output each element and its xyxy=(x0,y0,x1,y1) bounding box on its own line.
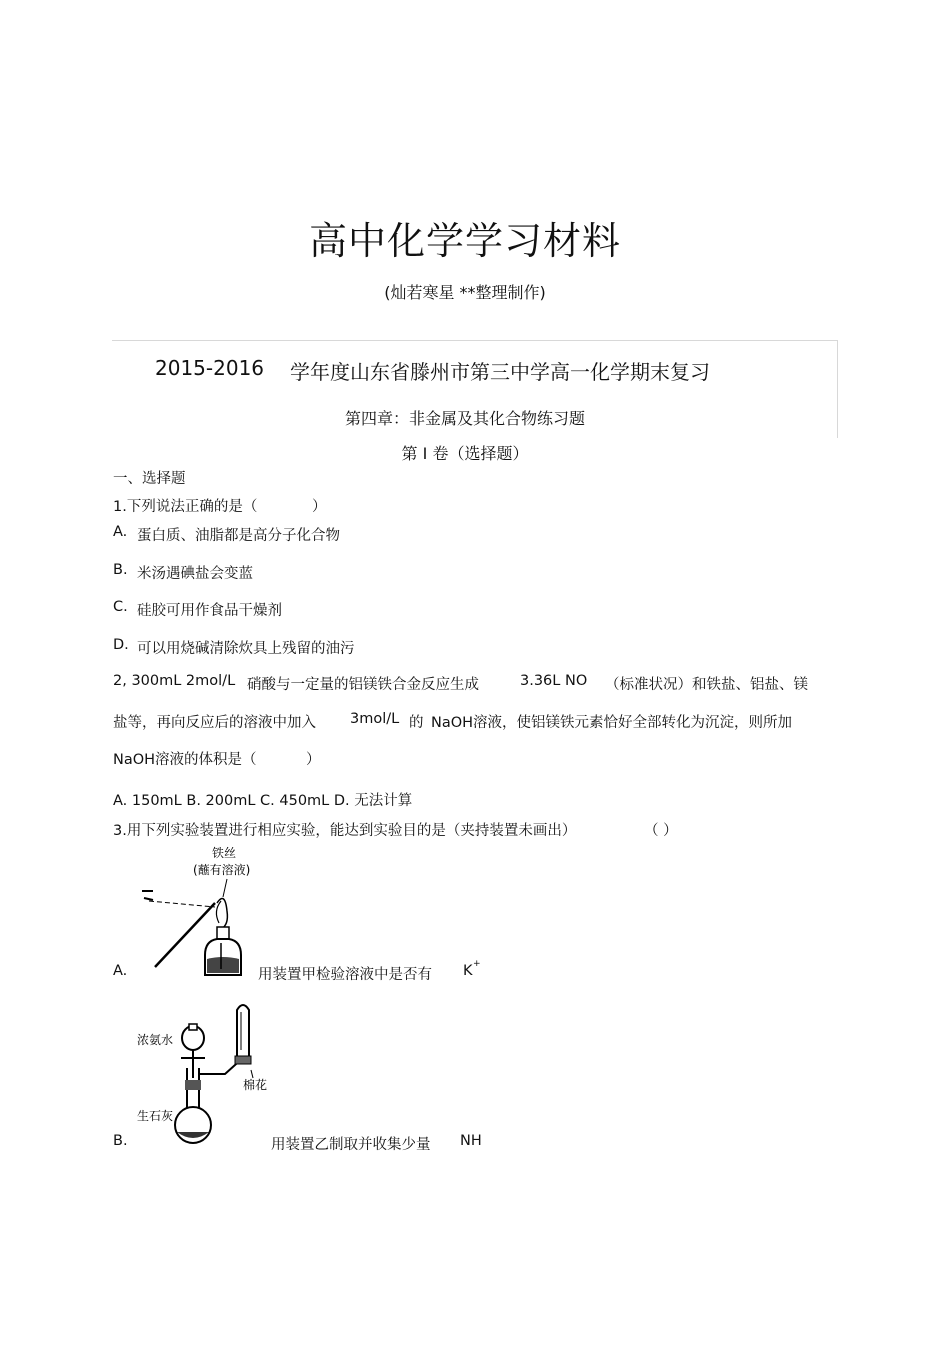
q3-option-b-key: B. xyxy=(113,1133,128,1149)
q2-line1-b: 硝酸与一定量的铝镁铁合金反应生成 xyxy=(247,677,479,693)
q3-option-b-gas: NH xyxy=(460,1133,482,1149)
q2-line2-a: 盐等，再向反应后的溶液中加入 xyxy=(113,715,316,731)
chapter-title: 第四章：非金属及其化合物练习题 xyxy=(344,409,585,428)
document-subtitle: (灿若寒星 **整理制作) xyxy=(384,283,546,302)
q2-line1-d: （标准状况）和铁盐、铝盐、镁 xyxy=(605,677,808,693)
q2-options: A. 150mL B. 200mL C. 450mL D. 无法计算 xyxy=(113,793,413,809)
q1-option-d: 可以用烧碱清除炊具上残留的油污 xyxy=(137,641,355,657)
q2-line2-c: 的 xyxy=(409,715,424,731)
q1-option-a: 蛋白质、油脂都是高分子化合物 xyxy=(137,528,340,544)
q3-option-b: 用装置乙制取并收集少量 xyxy=(271,1137,431,1153)
divider-top xyxy=(112,340,838,341)
q3-option-a: 用装置甲检验溶液中是否有 xyxy=(258,967,432,983)
exam-heading-year: 2015-2016 xyxy=(155,356,265,380)
q1-option-b: 米汤遇碘盐会变蓝 xyxy=(137,566,253,582)
q1-option-d-key: D. xyxy=(113,637,129,653)
q3-option-a-charge: + xyxy=(473,959,481,969)
q1-option-a-key: A. xyxy=(113,524,128,540)
fig-a-label-wire: 铁丝 xyxy=(212,846,237,860)
q1-stem: 1.下列说法正确的是（ xyxy=(113,499,258,515)
section-label: 一、选择题 xyxy=(113,471,186,487)
fig-a-label-solution: (蘸有溶液) xyxy=(193,863,251,877)
q3-paren: （ ） xyxy=(644,823,678,839)
exam-heading: 学年度山东省滕州市第三中学高一化学期末复习 xyxy=(290,360,710,384)
q2-line2-b: 3mol/L xyxy=(350,711,400,727)
volume-title: 第 I 卷（选择题） xyxy=(401,444,529,463)
q2-line1-c: 3.36L NO xyxy=(520,673,588,689)
q1-option-c: 硅胶可用作食品干燥剂 xyxy=(137,603,282,619)
q3-option-a-ion: K xyxy=(463,963,473,979)
figure-flame-test xyxy=(135,843,270,978)
fig-b-label-cotton: 棉花 xyxy=(243,1078,268,1092)
q1-option-c-key: C. xyxy=(113,599,128,615)
q1-blank: ） xyxy=(312,499,327,515)
q2-line3-b: ） xyxy=(306,752,321,768)
q1-option-b-key: B. xyxy=(113,562,128,578)
q2-line2-d: NaOH溶液，使铝镁铁元素恰好全部转化为沉淀，则所加 xyxy=(431,715,793,731)
fig-b-label-quicklime: 生石灰 xyxy=(137,1109,174,1123)
q2-line3-a: NaOH溶液的体积是（ xyxy=(113,752,257,768)
q3-option-a-key: A. xyxy=(113,963,128,979)
q2-line1-a: 2, 300mL 2mol/L xyxy=(113,673,236,689)
document-title: 高中化学学习材料 xyxy=(308,219,621,263)
fig-b-label-ammonia-water: 浓氨水 xyxy=(137,1033,174,1047)
q3-stem: 3.用下列实验装置进行相应实验，能达到实验目的是（夹持装置未画出） xyxy=(113,823,577,839)
figure-ammonia-setup xyxy=(135,998,275,1148)
